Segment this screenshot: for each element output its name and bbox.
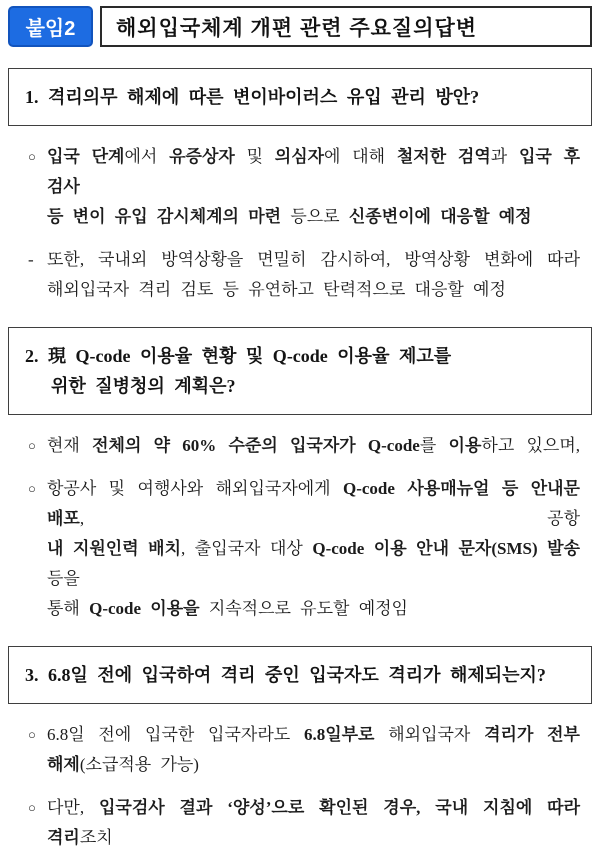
bullet-line: 내 지원인력 배치, 출입국자 대상 Q-code 이용 안내 문자(SMS) 발송 등을 bbox=[47, 539, 580, 588]
bullet-line: 등 변이 유입 감시체계의 마련 등으로 신종변이에 대응할 예정 bbox=[47, 207, 532, 226]
qa-section bbox=[8, 646, 592, 853]
bullet-line: 또한, 국내외 방역상황을 면밀히 감시하여, 방역상황 변화에 따라 bbox=[47, 250, 580, 269]
bullet-item bbox=[28, 245, 580, 305]
bullet-line: 다만, 입국검사 결과 ‘양성’으로 확인된 경우, 국내 지침에 따라 bbox=[47, 798, 581, 817]
bullet-item bbox=[28, 431, 580, 461]
bullet-text bbox=[47, 142, 580, 232]
attachment-badge-label: 붙임2 bbox=[25, 18, 76, 40]
bullet-text bbox=[47, 793, 580, 853]
bullet-item bbox=[28, 793, 580, 853]
bullet-text bbox=[47, 431, 580, 461]
bullet-line: 입국 단계에서 유증상자 및 의심자에 대해 철저한 검역과 입국 후 검사 bbox=[47, 147, 580, 196]
bullet-line: 항공사 및 여행사와 해외입국자에게 Q-code 사용매뉴얼 등 안내문 배포, 공항 bbox=[47, 479, 580, 528]
question-text: 3. 6.8일 전에 입국하여 격리 중인 입국자도 격리가 해제되는지? bbox=[25, 665, 546, 685]
document-body bbox=[8, 68, 592, 853]
bullet-text bbox=[47, 720, 580, 780]
bullet-line: 현재 전체의 약 60% 수준의 입국자가 Q-code를 이용하고 있으며, bbox=[47, 436, 580, 455]
question-box bbox=[8, 646, 592, 704]
bullet-marker: ○ bbox=[28, 438, 36, 453]
bullet-marker: ○ bbox=[28, 481, 36, 496]
qa-section bbox=[8, 68, 592, 305]
bullet-item bbox=[28, 142, 580, 232]
bullet-line: 통해 Q-code 이용을 지속적으로 유도할 예정임 bbox=[47, 599, 408, 618]
bullet-item bbox=[28, 720, 580, 780]
attachment-badge bbox=[8, 6, 93, 47]
qa-section bbox=[8, 327, 592, 624]
page-title: 해외입국체계 개편 관련 주요질의답변 bbox=[116, 16, 478, 40]
bullet-marker: - bbox=[28, 250, 34, 269]
document-header bbox=[8, 6, 592, 47]
question-text: 2. 現 Q-code 이용율 현황 및 Q-code 이용율 제고를 bbox=[25, 346, 452, 366]
bullet-item bbox=[28, 474, 580, 624]
bullet-marker: ○ bbox=[28, 149, 36, 164]
question-box bbox=[8, 327, 592, 415]
bullet-marker: ○ bbox=[28, 727, 36, 742]
bullet-marker: ○ bbox=[28, 800, 36, 815]
bullet-line: 해외입국자 격리 검토 등 유연하고 탄력적으로 대응할 예정 bbox=[47, 280, 506, 299]
bullet-line: 해제(소급적용 가능) bbox=[47, 755, 199, 774]
question-text: 위한 질병청의 계획은? bbox=[51, 376, 236, 396]
title-box bbox=[100, 6, 592, 47]
bullet-text bbox=[47, 474, 580, 624]
question-box bbox=[8, 68, 592, 126]
bullet-text bbox=[47, 245, 580, 305]
bullet-line: 격리조치 bbox=[47, 828, 113, 847]
bullet-line: 6.8일 전에 입국한 입국자라도 6.8일부로 해외입국자 격리가 전부 bbox=[47, 725, 580, 744]
question-text: 1. 격리의무 해제에 따른 변이바이러스 유입 관리 방안? bbox=[25, 87, 480, 107]
